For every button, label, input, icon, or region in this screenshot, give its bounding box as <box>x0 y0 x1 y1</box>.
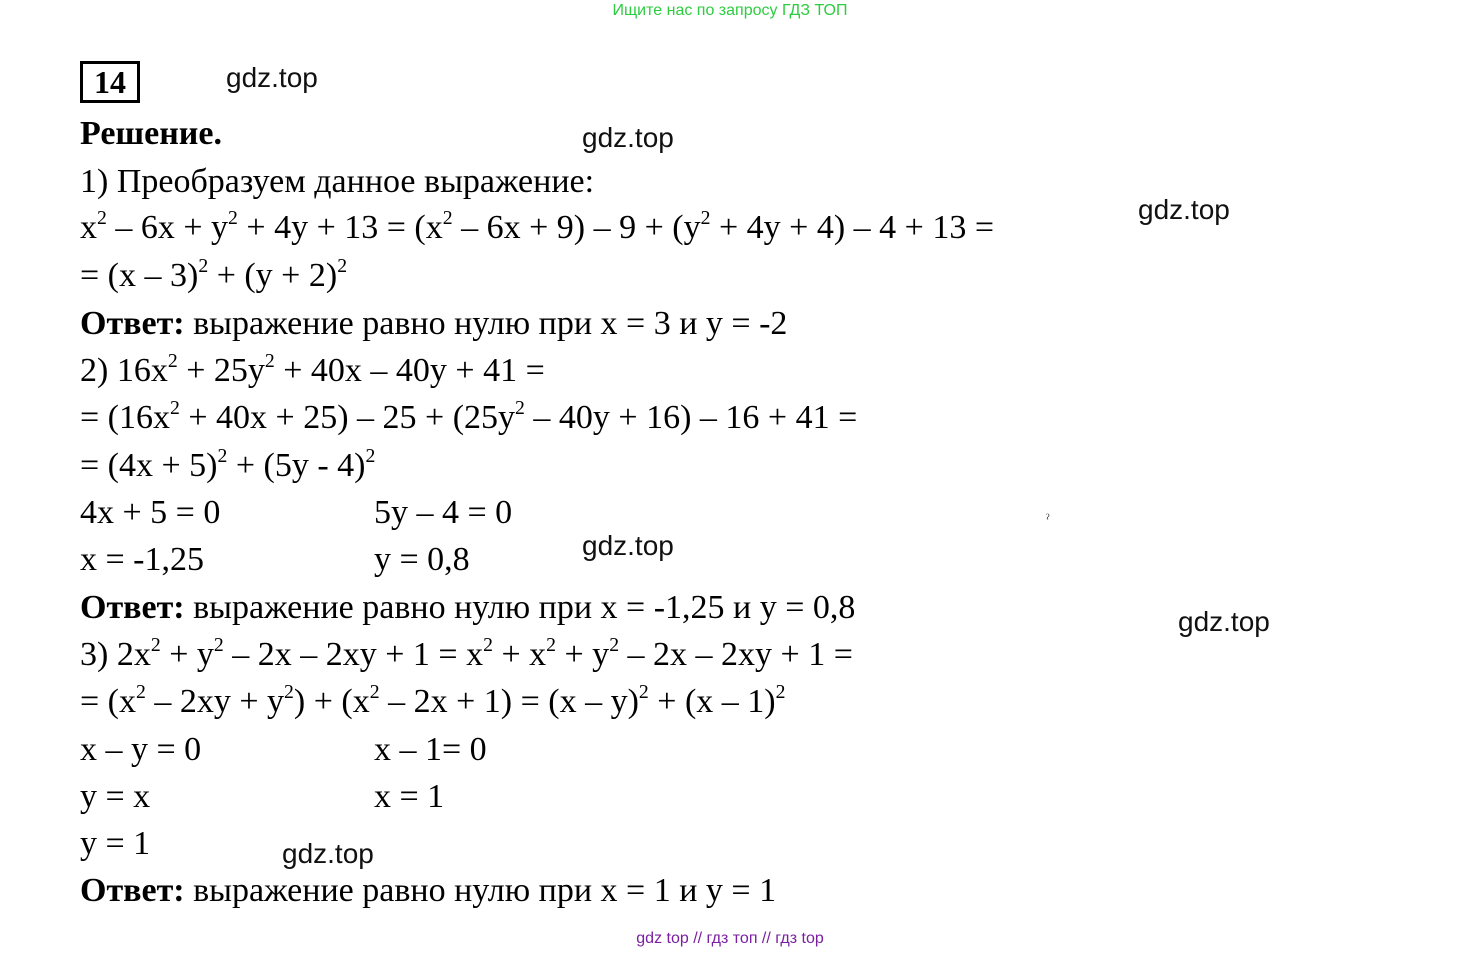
watermark: gdz.top <box>582 530 674 561</box>
stray-mark: ˀ <box>1046 512 1050 527</box>
answer-text: выражение равно нулю при x = -1,25 и y = 0,8 <box>193 589 856 626</box>
watermark: gdz.top <box>1178 606 1270 637</box>
equation-line: x – y = 0 <box>80 731 202 768</box>
answer-text: выражение равно нулю при x = 3 и y = -2 <box>193 305 788 342</box>
solution-heading: Решение. <box>80 115 222 152</box>
equation-line: x = 1 <box>374 778 445 815</box>
equation-line: x = -1,25 <box>80 541 204 578</box>
step-1-intro: 1) Преобразуем данное выражение: <box>80 163 595 200</box>
equation-line: 2) $16x^2 + 25y^2 + 40x - 40y + 41$ = <box>80 350 545 389</box>
equation-line: y = x <box>80 778 151 815</box>
bottom-banner: gdz top // гдз топ // гдз top <box>636 930 824 947</box>
equation-line: = $(x - 3)^2 + (y + 2)^2$ <box>80 255 348 294</box>
task-number-box: 14 <box>80 61 140 103</box>
answer-label: Ответ: <box>80 589 185 626</box>
watermark: gdz.top <box>1138 194 1230 225</box>
equation-line: = $(4x + 5)^2 + (5y - 4)^2$ <box>80 445 376 484</box>
answer-line <box>80 871 776 911</box>
answer-text: выражение равно нулю при x = 1 и y = 1 <box>193 872 777 909</box>
equation-line: $x^2 - 6x + y^2 + 4y + 13 = (x^2 - 6x + 9) - 9 + (y^2 + 4y + 4) - 4 + 13$ = <box>80 207 995 246</box>
watermark: gdz.top <box>582 122 674 153</box>
equation-line: 5y – 4 = 0 <box>374 494 513 531</box>
equation-line: = $(x^2 - 2xy + y^2) + (x^2 - 2x + 1) = (x - y)^2 + (x - 1)^2$ <box>80 681 786 720</box>
equation-line: 4x + 5 = 0 <box>80 494 221 531</box>
equation-line: y = 1 <box>80 825 151 862</box>
equation-line: y = 0,8 <box>374 541 470 578</box>
watermark: gdz.top <box>282 838 374 869</box>
answer-line <box>80 304 787 344</box>
answer-label: Ответ: <box>80 305 185 342</box>
top-banner: Ищите нас по запросу ГДЗ ТОП <box>612 2 848 19</box>
answer-label: Ответ: <box>80 872 185 909</box>
answer-line <box>80 588 855 628</box>
equation-line: = $(16x^2 + 40x + 25) - 25 + (25y^2 - 40y + 16) - 16 + 41$ = <box>80 397 858 436</box>
equation-line: 3) $2x^2 + y^2 - 2x - 2xy + 1 = x^2 + x^2 + y^2 - 2x - 2xy + 1$ = <box>80 634 853 673</box>
watermark: gdz.top <box>226 62 318 93</box>
equation-line: x – 1= 0 <box>374 731 487 768</box>
